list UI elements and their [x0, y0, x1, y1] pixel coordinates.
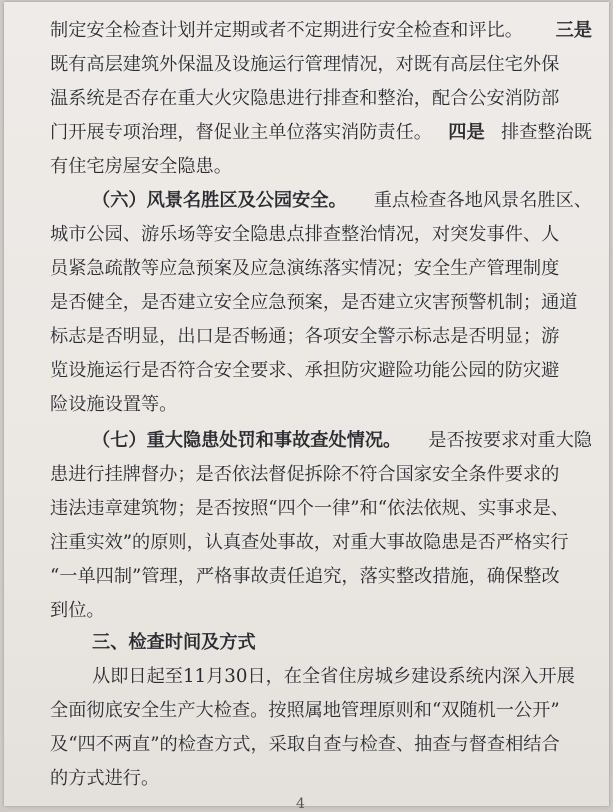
- text-line-11: 览设施运行是否符合安全要求、承担防灾避险功能公园的防灾避: [50, 360, 560, 381]
- text-line-1: 制定安全检查计划并定期或者不定期进行安全检查和评比。 三是: [50, 20, 592, 41]
- text-line-16: 注重实效”的原则，认真查处事故，对重大事故隐患是否严格实行: [50, 532, 569, 553]
- text-line-22: 及“四不两直”的检查方式，采取自查与检查、抽查与督查相结合: [50, 734, 560, 755]
- section-7-first-line: （七）重大隐患处罚和事故查处情况。 是否按要求对重大隐: [92, 430, 592, 451]
- text-line-10: 标志是否明显，出口是否畅通；各项安全警示标志是否明显；游: [50, 326, 560, 347]
- text-line-21: 全面彻底安全生产大检查。按照属地管理原则和“双随机一公开”: [50, 700, 560, 721]
- text-line-4: 门开展专项治理，督促业主单位落实消防责任。 四是 排查整治既: [50, 122, 592, 143]
- text-line-2: 既有高层建筑外保温及设施运行管理情况，对既有高层住宅外保: [50, 54, 560, 75]
- text-line-12: 险设施设置等。: [50, 394, 178, 415]
- text-line-14: 患进行挂牌督办；是否依法督促拆除不符合国家安全条件要求的: [50, 464, 560, 485]
- text-line-7: 城市公园、游乐场等安全隐患点排查整治情况，对突发事件、人: [50, 224, 560, 245]
- text-line-9: 是否健全，是否建立安全应急预案，是否建立灾害预警机制；通道: [50, 292, 578, 313]
- section-6-first-line: （六）风景名胜区及公园安全。 重点检查各地风景名胜区、: [92, 190, 592, 211]
- text-line-5: 有住宅房屋安全隐患。: [50, 156, 232, 177]
- section-heading-inspection-time: 三、检查时间及方式: [92, 632, 256, 653]
- text-line-3: 温系统是否存在重大火灾隐患进行排查和整治，配合公安消防部: [50, 88, 560, 109]
- page-number: 4: [296, 796, 305, 812]
- text-line-23: 的方式进行。: [50, 768, 160, 789]
- text-line-17: “一单四制”管理，严格事故责任追究，落实整改措施，确保整改: [50, 566, 560, 587]
- text-line-18: 到位。: [50, 600, 105, 621]
- text-line-15: 违法违章建筑物；是否按照“四个一律”和“依法依规、实事求是、: [50, 498, 569, 519]
- text-line-8: 员紧急疏散等应急预案及应急演练落实情况；安全生产管理制度: [50, 258, 560, 279]
- document-page: [4, 2, 609, 812]
- text-line-20: 从即日起至11月30日，在全省住房城乡建设系统内深入开展: [92, 666, 575, 687]
